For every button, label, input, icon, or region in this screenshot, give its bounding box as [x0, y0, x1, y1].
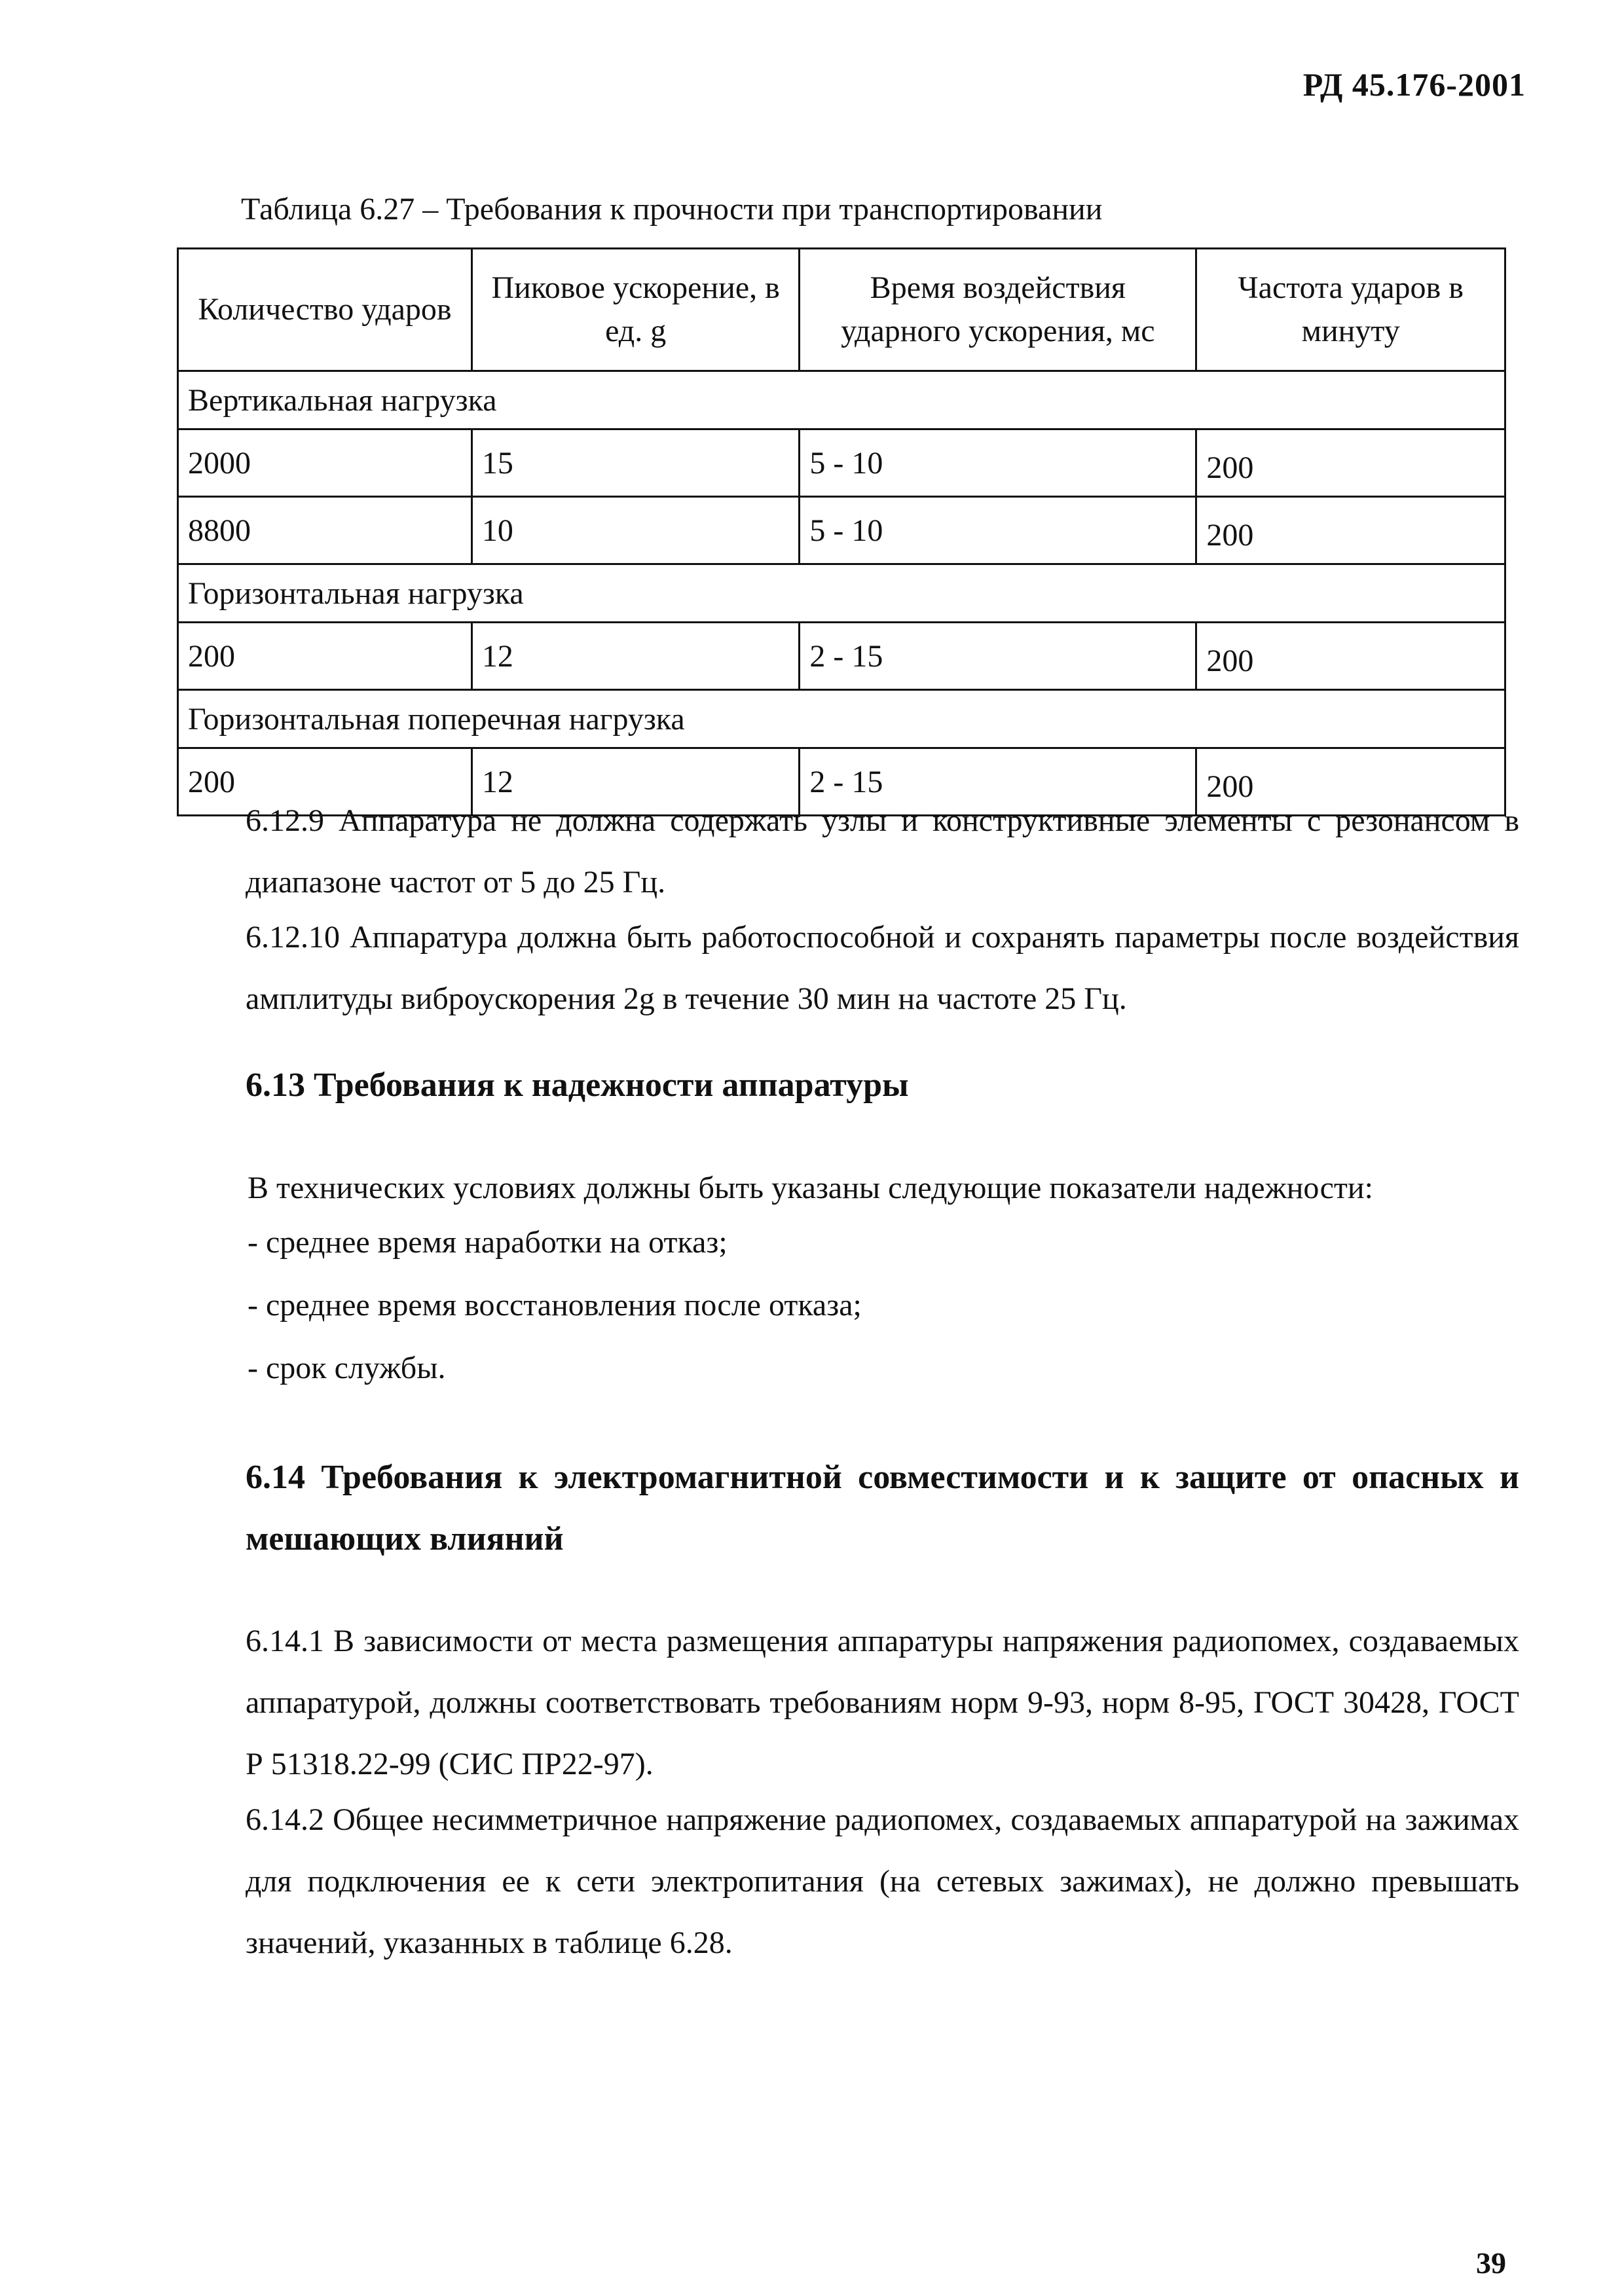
paragraph-6-13-intro	[248, 1157, 1518, 1219]
column-header-peak-acceleration: Пиковое ускорение, в ед. g	[471, 249, 799, 371]
column-header-exposure-time: Время воздействия ударного ускорения, мс	[800, 249, 1196, 371]
paragraph-6-14-2	[157, 1789, 1519, 1974]
group-title-vertical: Вертикальная нагрузка	[178, 371, 1505, 429]
table-cell: 200	[1196, 429, 1505, 497]
paragraph-text: В технических условиях должны быть указаны следующие показатели надежности:	[248, 1171, 1373, 1205]
paragraph-text: 6.14.1 В зависимости от места размещения аппаратуры напряжения радиопомех, создаваемых аппаратурой, должны соответствовать требованиям норм 9-93, норм 8-95, ГОСТ 30428, ГОСТ Р 51318.22-99 (СИС ПР22-97).	[246, 1624, 1519, 1781]
table-cell: 8800	[178, 497, 472, 564]
table-row	[178, 497, 1505, 564]
paragraph-text: 6.14.2 Общее несимметричное напряжение радиопомех, создаваемых аппаратурой на зажимах для подключения ее к сети электропитания (на сетевых зажимах), не должно превышать значений, указанных в таблице 6.28.	[246, 1802, 1519, 1960]
column-header-shock-frequency: Частота ударов в минуту	[1196, 249, 1505, 371]
table-cell: 5 - 10	[800, 497, 1196, 564]
table-cell: 200	[1196, 497, 1505, 564]
table-cell: 2 - 15	[800, 748, 1196, 816]
list-item: - срок службы.	[248, 1351, 446, 1385]
table-cell: 5 - 10	[800, 429, 1196, 497]
table-cell: 10	[471, 497, 799, 564]
table-group-row	[178, 564, 1505, 623]
paragraph-text: 6.12.9 Аппаратура не должна содержать узлы и конструктивные элементы с резонансом в диапазоне частот от 5 до 25 Гц.	[246, 803, 1519, 900]
table-cell: 200	[178, 623, 472, 690]
table-row	[178, 429, 1505, 497]
table-cell: 200	[178, 748, 472, 816]
table-cell: 12	[471, 623, 799, 690]
list-item: - среднее время наработки на отказ;	[248, 1225, 728, 1260]
table-header-row	[178, 249, 1505, 371]
table-cell: 12	[471, 748, 799, 816]
table-row	[178, 623, 1505, 690]
paragraph-text: 6.12.10 Аппаратура должна быть работоспособной и сохранять параметры после воздействия амплитуды виброускорения 2g в течение 30 мин на частоте 25 Гц.	[246, 920, 1519, 1016]
table-group-row	[178, 371, 1505, 429]
heading-6-13: 6.13 Требования к надежности аппаратуры	[246, 1066, 909, 1104]
document-id: РД 45.176-2001	[1302, 66, 1526, 103]
table-cell: 200	[1196, 748, 1505, 816]
table-cell: 2 - 15	[800, 623, 1196, 690]
table-cell: 2000	[178, 429, 472, 497]
table-cell: 200	[1196, 623, 1505, 690]
group-title-horizontal: Горизонтальная нагрузка	[178, 564, 1505, 623]
heading-6-14	[157, 1447, 1519, 1570]
heading-text: 6.14 Требования к электромагнитной совместимости и к защите от опасных и мешающих влияний	[246, 1459, 1519, 1558]
page-number: 39	[1476, 2246, 1506, 2280]
column-header-shock-count: Количество ударов	[178, 249, 472, 371]
table-cell: 15	[471, 429, 799, 497]
table-caption: Таблица 6.27 – Требования к прочности при транспортировании	[241, 192, 1103, 227]
table-group-row	[178, 690, 1505, 748]
paragraph-6-14-1	[157, 1611, 1519, 1795]
strength-requirements-table	[177, 247, 1506, 816]
list-item: - среднее время восстановления после отказа;	[248, 1288, 862, 1322]
paragraph-6-12-9	[157, 790, 1519, 913]
group-title-horizontal-transverse: Горизонтальная поперечная нагрузка	[178, 690, 1505, 748]
paragraph-6-12-10	[157, 907, 1519, 1030]
